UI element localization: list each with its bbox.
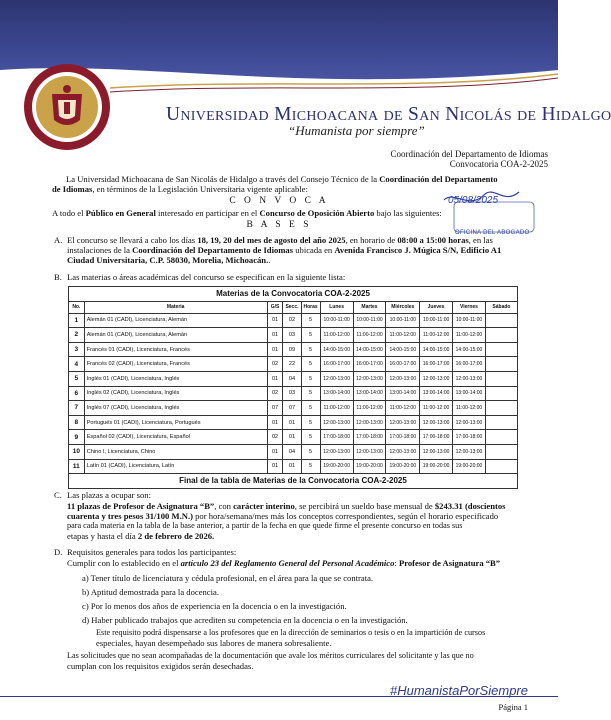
table-header-cell: Sábado bbox=[485, 301, 517, 313]
table-header-cell: Lunes bbox=[320, 301, 353, 313]
requirement-d: d) Haber publicado trabajos que acrediten su competencia en la docencia o en la investigación. bbox=[82, 615, 408, 625]
table-cell-lun: 12:00-13:00 bbox=[320, 444, 353, 459]
table-cell-materia: Francés 01 (CADI), Licenciatura, Francés bbox=[84, 342, 267, 357]
closing-line2: cumplan con los requisitos exigidos serán desechadas. bbox=[67, 661, 254, 671]
table-cell-jue: 11:00-12:00 bbox=[420, 328, 453, 343]
table-row bbox=[69, 386, 518, 401]
closing-line1: Las solicitudes que no sean acompañadas de la documentación que avale los méritos curriculares del solicitante y las que no bbox=[67, 651, 474, 660]
table-row bbox=[69, 357, 518, 372]
table-cell-mar: 11:00-12:00 bbox=[353, 401, 386, 416]
section-d-title: Requisitos generales para todos los participantes: bbox=[67, 547, 237, 557]
table-cell-lun: 11:00-12:00 bbox=[320, 328, 353, 343]
table-cell-lun: 19:00-20:00 bbox=[320, 459, 353, 474]
coordination-line: Coordinación del Departamento de Idiomas bbox=[390, 149, 548, 159]
table-cell-jue: 13:00-14:00 bbox=[420, 386, 453, 401]
table-header-cell: Viernes bbox=[453, 301, 486, 313]
table-cell-materia: Inglés 01 (CADI), Licenciatura, Inglés bbox=[84, 371, 267, 386]
table-cell-secc: 03 bbox=[283, 386, 301, 401]
table-cell-horas: 5 bbox=[301, 328, 320, 343]
footer-divider bbox=[0, 696, 558, 697]
table-cell-mar: 17:00-18:00 bbox=[353, 430, 386, 445]
table-header-row bbox=[69, 301, 518, 313]
table-cell-gs: 02 bbox=[267, 430, 283, 445]
table-header-cell: Materia bbox=[84, 301, 267, 313]
table-header-cell: Jueves bbox=[420, 301, 453, 313]
table-cell-mar: 14:00-15:00 bbox=[353, 342, 386, 357]
section-c-title: Las plazas a ocupar son: bbox=[67, 490, 151, 500]
table-cell-vie: 12:00-13:00 bbox=[453, 415, 486, 430]
table-row bbox=[69, 415, 518, 430]
table-cell-lun: 11:00-12:00 bbox=[320, 401, 353, 416]
table-cell-horas: 5 bbox=[301, 415, 320, 430]
table-cell-secc: 01 bbox=[283, 459, 301, 474]
table-cell-horas: 5 bbox=[301, 342, 320, 357]
section-b-letter: B. bbox=[54, 272, 62, 282]
table-cell-materia: Inglés 07 (CADI), Licenciatura, Inglés bbox=[84, 401, 267, 416]
table-cell-jue: 19:00-20:00 bbox=[420, 459, 453, 474]
table-cell-mar: 12:00-13:00 bbox=[353, 371, 386, 386]
university-name: Universidad Michoacana de San Nicolás de Hidalgo bbox=[166, 104, 611, 125]
convoca-heading: C O N V O C A bbox=[229, 196, 329, 206]
table-cell-sab bbox=[485, 415, 517, 430]
table-cell-mie: 12:00-13:00 bbox=[386, 371, 420, 386]
table-cell-vie: 12:00-13:00 bbox=[453, 444, 486, 459]
table-cell-vie: 11:00-12:00 bbox=[453, 328, 486, 343]
table-cell-sab bbox=[485, 342, 517, 357]
table-cell-mie: 14:00-15:00 bbox=[386, 342, 420, 357]
section-a-letter: A. bbox=[54, 235, 63, 245]
table-cell-materia: Portugués 01 (CADI), Licenciatura, Portugués bbox=[84, 415, 267, 430]
requirement-note-line1: Este requisito podrá dispensarse a los profesores que en la dirección de seminarios o tesis o en la impartición de cursos bbox=[96, 628, 486, 637]
table-cell-sab bbox=[485, 430, 517, 445]
table-cell-secc: 04 bbox=[283, 371, 301, 386]
section-d-letter: D. bbox=[54, 547, 63, 557]
table-cell-materia: Español 02 (CADI), Licenciatura, Español bbox=[84, 430, 267, 445]
table-header-cell: G/S bbox=[267, 301, 283, 313]
table-cell-jue: 17:00-18:00 bbox=[420, 430, 453, 445]
table-cell-secc: 09 bbox=[283, 342, 301, 357]
intro-paragraph-line1: La Universidad Michoacana de San Nicolás de Hidalgo a través del Consejo Técnico de la Coordinación del Departamento bbox=[66, 174, 498, 184]
table-cell-jue: 14:00-15:00 bbox=[420, 342, 453, 357]
table-cell-secc: 03 bbox=[283, 328, 301, 343]
table-cell-no: 5 bbox=[69, 371, 85, 386]
table-cell-sab bbox=[485, 371, 517, 386]
table-cell-mar: 13:00-14:00 bbox=[353, 386, 386, 401]
table-cell-vie: 17:00-18:00 bbox=[453, 430, 486, 445]
table-cell-lun: 13:00-14:00 bbox=[320, 386, 353, 401]
table-cell-secc: 04 bbox=[283, 444, 301, 459]
table-cell-materia: Alemán 01 (CADI), Licenciatura, Alemán bbox=[84, 328, 267, 343]
table-cell-gs: 07 bbox=[267, 401, 283, 416]
table-cell-horas: 5 bbox=[301, 459, 320, 474]
table-cell-lun: 16:00-17:00 bbox=[320, 357, 353, 372]
table-cell-mar: 11:00-12:00 bbox=[353, 328, 386, 343]
table-cell-secc: 07 bbox=[283, 401, 301, 416]
table-cell-horas: 5 bbox=[301, 313, 320, 328]
table-cell-lun: 17:00-18:00 bbox=[320, 430, 353, 445]
table-cell-sab bbox=[485, 328, 517, 343]
section-d-line1: Cumplir con lo establecido en el artículo 23 del Reglamento General del Personal Académico: Profesor de Asignatura “B” bbox=[67, 558, 501, 568]
table-cell-mar: 12:00-13:00 bbox=[353, 415, 386, 430]
table-cell-lun: 10:00-11:00 bbox=[320, 313, 353, 328]
table-cell-mie: 17:00-18:00 bbox=[386, 430, 420, 445]
footer-hashtag: #HumanistaPorSiempre bbox=[389, 683, 528, 698]
stamp-office: OFICINA DEL ABOGADO bbox=[455, 230, 530, 236]
section-a-line2: instalaciones de la Coordinación del Departamento de Idiomas ubicada en Avenida Francisco J. Múgica S/N, Edificio A1 bbox=[67, 245, 502, 255]
table-cell-mie: 11:00-12:00 bbox=[386, 328, 420, 343]
table-cell-gs: 02 bbox=[267, 357, 283, 372]
table-header-cell: No. bbox=[69, 301, 85, 313]
table-cell-vie: 16:00-17:00 bbox=[453, 357, 486, 372]
table-row bbox=[69, 401, 518, 416]
table-cell-gs: 01 bbox=[267, 328, 283, 343]
bases-heading: B A S E S bbox=[246, 220, 312, 230]
table-cell-no: 11 bbox=[69, 459, 85, 474]
table-row bbox=[69, 371, 518, 386]
table-cell-mar: 16:00-17:00 bbox=[353, 357, 386, 372]
table-cell-materia: Alemán 01 (CADI), Licenciatura, Alemán bbox=[84, 313, 267, 328]
section-a-line1: El concurso se llevará a cabo los días 18, 19, 20 del mes de agosto del año 2025, en horario de 08:00 a 15:00 horas, en las bbox=[67, 235, 493, 245]
table-row bbox=[69, 444, 518, 459]
table-cell-jue: 12:00-13:00 bbox=[420, 371, 453, 386]
subjects-table bbox=[68, 286, 518, 489]
table-cell-sab bbox=[485, 386, 517, 401]
table-footer: Final de la tabla de Materias de la Convocatoria COA-2-2025 bbox=[69, 474, 518, 489]
table-row bbox=[69, 328, 518, 343]
table-cell-horas: 5 bbox=[301, 357, 320, 372]
table-cell-no: 7 bbox=[69, 401, 85, 416]
section-c-line1: 11 plazas de Profesor de Asignatura “B”, con carácter interino, se percibirá un sueldo base mensual de $243.31 (doscientos bbox=[67, 501, 506, 511]
table-cell-gs: 01 bbox=[267, 371, 283, 386]
table-cell-gs: 01 bbox=[267, 444, 283, 459]
table-row bbox=[69, 430, 518, 445]
table-row bbox=[69, 459, 518, 474]
section-c-letter: C. bbox=[54, 490, 62, 500]
table-cell-no: 2 bbox=[69, 328, 85, 343]
table-cell-vie: 14:00-15:00 bbox=[453, 342, 486, 357]
table-cell-mar: 10:00-11:00 bbox=[353, 313, 386, 328]
table-cell-vie: 13:00-14:00 bbox=[453, 386, 486, 401]
table-cell-secc: 01 bbox=[283, 415, 301, 430]
table-cell-no: 6 bbox=[69, 386, 85, 401]
table-cell-no: 4 bbox=[69, 357, 85, 372]
table-row bbox=[69, 342, 518, 357]
table-cell-gs: 01 bbox=[267, 415, 283, 430]
table-cell-no: 9 bbox=[69, 430, 85, 445]
table-cell-vie: 11:00-12:00 bbox=[453, 401, 486, 416]
table-cell-gs: 01 bbox=[267, 342, 283, 357]
section-c-line2: cuarenta y tres pesos 31/100 M.N.) por hora/semana/mes más los conceptos correspondientes, según el horario especificado bbox=[67, 511, 499, 521]
section-b-text: Las materias o áreas académicas del concurso se especifican en la siguiente lista: bbox=[67, 272, 346, 282]
table-cell-mie: 12:00-13:00 bbox=[386, 444, 420, 459]
table-cell-lun: 12:00-13:00 bbox=[320, 415, 353, 430]
table-cell-materia: Inglés 02 (CADI), Licenciatura, Inglés bbox=[84, 386, 267, 401]
table-cell-gs: 01 bbox=[267, 313, 283, 328]
table-cell-mie: 16:00-17:00 bbox=[386, 357, 420, 372]
table-cell-sab bbox=[485, 401, 517, 416]
table-cell-materia: Latín 01 (CADI), Licenciatura, Latín bbox=[84, 459, 267, 474]
table-cell-sab bbox=[485, 444, 517, 459]
convocatoria-code: Convocatoria COA-2-2025 bbox=[449, 159, 548, 169]
table-cell-vie: 19:00-20:00 bbox=[453, 459, 486, 474]
table-cell-horas: 5 bbox=[301, 444, 320, 459]
page-number: Página 1 bbox=[498, 702, 528, 712]
table-cell-jue: 12:00-13:00 bbox=[420, 444, 453, 459]
table-cell-materia: Chino I, Licenciatura, Chino bbox=[84, 444, 267, 459]
table-header-cell: Horas bbox=[301, 301, 320, 313]
section-a-line3: Ciudad Universitaria, C.P. 58030, Morelia, Michoacán.. bbox=[67, 255, 271, 265]
intro-paragraph-line2: de Idiomas, en términos de la Legislación Universitaria vigente aplicable: bbox=[52, 184, 308, 194]
table-cell-mar: 12:00-13:00 bbox=[353, 444, 386, 459]
table-cell-horas: 5 bbox=[301, 401, 320, 416]
stamp-date: 05/08/2025 bbox=[448, 195, 499, 206]
table-cell-gs: 01 bbox=[267, 459, 283, 474]
requirement-note-line2: especiales, hayan desempeñado sus labores de manera sobresaliente. bbox=[96, 638, 332, 648]
table-cell-secc: 22 bbox=[283, 357, 301, 372]
table-cell-sab bbox=[485, 313, 517, 328]
table-cell-jue: 11:00-12:00 bbox=[420, 401, 453, 416]
table-cell-no: 8 bbox=[69, 415, 85, 430]
section-c-line3: para cada materia en la tabla de la base anterior, a partir de la fecha en que quede firme el presente concurso en todas sus bbox=[67, 521, 463, 530]
table-cell-horas: 5 bbox=[301, 371, 320, 386]
table-caption: Materias de la Convocatoria COA-2-2025 bbox=[69, 287, 518, 302]
requirement-a: a) Tener título de licenciatura y cédula profesional, en el área para la que se contrata. bbox=[82, 573, 374, 583]
table-cell-sab bbox=[485, 357, 517, 372]
university-motto: “Humanista por siempre” bbox=[288, 123, 425, 138]
table-cell-no: 3 bbox=[69, 342, 85, 357]
table-header-cell: Secc. bbox=[283, 301, 301, 313]
table-cell-vie: 12:00-13:00 bbox=[453, 371, 486, 386]
table-cell-horas: 5 bbox=[301, 430, 320, 445]
table-cell-lun: 14:00-15:00 bbox=[320, 342, 353, 357]
section-c-line4: etapas y hasta el día 2 de febrero de 2026. bbox=[67, 531, 215, 541]
table-cell-horas: 5 bbox=[301, 386, 320, 401]
intro-paragraph-line3: A todo el Público en General interesado en participar en el Concurso de Oposición Abierto bajo las siguientes: bbox=[52, 208, 442, 218]
table-row bbox=[69, 313, 518, 328]
table-cell-no: 1 bbox=[69, 313, 85, 328]
table-cell-mie: 13:00-14:00 bbox=[386, 386, 420, 401]
requirement-c: c) Por lo menos dos años de experiencia en la docencia o en la investigación. bbox=[82, 601, 347, 611]
table-cell-mie: 11:00-12:00 bbox=[386, 401, 420, 416]
table-cell-mie: 19:00-20:00 bbox=[386, 459, 420, 474]
table-cell-no: 10 bbox=[69, 444, 85, 459]
table-cell-vie: 10:00-11:00 bbox=[453, 313, 486, 328]
table-cell-lun: 12:00-13:00 bbox=[320, 371, 353, 386]
table-cell-gs: 02 bbox=[267, 386, 283, 401]
table-cell-materia: Francés 02 (CADI), Licenciatura, Francés bbox=[84, 357, 267, 372]
table-cell-mie: 12:00-13:00 bbox=[386, 415, 420, 430]
university-seal-logo bbox=[22, 62, 112, 152]
table-cell-mie: 10:00-11:00 bbox=[386, 313, 420, 328]
table-header-cell: Miércoles bbox=[386, 301, 420, 313]
table-cell-secc: 02 bbox=[283, 313, 301, 328]
table-cell-jue: 16:00-17:00 bbox=[420, 357, 453, 372]
requirement-b: b) Aptitud demostrada para la docencia. bbox=[82, 587, 219, 597]
table-cell-jue: 12:00-13:00 bbox=[420, 415, 453, 430]
table-cell-secc: 01 bbox=[283, 430, 301, 445]
table-header-cell: Martes bbox=[353, 301, 386, 313]
table-cell-sab bbox=[485, 459, 517, 474]
table-cell-mar: 19:00-20:00 bbox=[353, 459, 386, 474]
table-cell-jue: 10:00-11:00 bbox=[420, 313, 453, 328]
